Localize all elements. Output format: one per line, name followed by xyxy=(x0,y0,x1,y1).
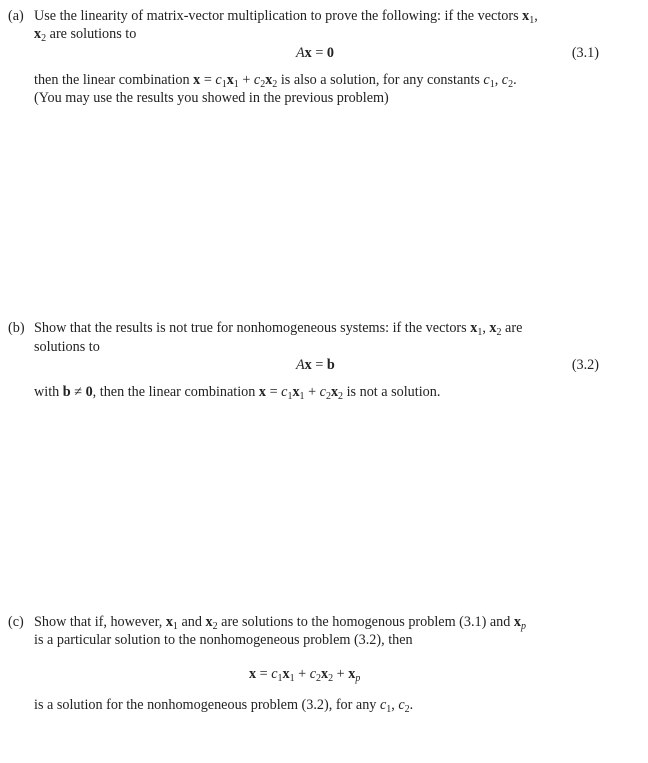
part-c-line-3-text: is a solution for the nonhomogeneous problem (3.2), for any xyxy=(34,697,380,713)
part-b-line-3-post: is not a solution. xyxy=(343,384,441,400)
part-a-line-2-text: are solutions to xyxy=(46,26,137,42)
part-a-line-3-pre: then the linear combination xyxy=(34,72,194,88)
part-a-line-4: (You may use the results you showed in the previous problem) xyxy=(34,90,389,106)
part-c-line-1-mid1: and xyxy=(177,614,206,630)
part-a-line-2: $x_2$ are solutions to xyxy=(34,26,137,44)
part-c-line-2: is a particular solution to the nonhomogeneous problem (3.2), then xyxy=(34,632,413,648)
equation-number-3-1: (3.1) xyxy=(571,45,599,61)
part-b-line-1-post: are xyxy=(501,320,523,336)
equation-3-2: Ax = b xyxy=(296,357,335,373)
equation-particular-solution: $x = c_1x_1 + c_2x_2 + x_p$ xyxy=(249,666,361,684)
part-a-line-3-post: is also a solution, for any constants xyxy=(277,72,484,88)
part-a-line-1-text: Use the linearity of matrix-vector multiplication to prove the following: if the vectors xyxy=(34,8,523,24)
equation-3-1: Ax = 0 xyxy=(296,45,334,61)
part-b-line-2: solutions to xyxy=(34,339,100,355)
part-b-label: (b) xyxy=(8,320,25,336)
part-b-line-3: with b ≠ 0, then the linear combination $x = c_1x_1 + c_2x_2$ is not a solution. xyxy=(34,384,441,402)
part-b-line-3-pre: with xyxy=(34,384,63,400)
part-b-line-3-mid: , then the linear combination xyxy=(92,384,259,400)
part-c-label: (c) xyxy=(8,614,24,630)
part-c-line-3: is a solution for the nonhomogeneous problem (3.2), for any $c_1$, $c_2$. xyxy=(34,697,414,715)
part-b-line-1-text: Show that the results is not true for nonhomogeneous systems: if the vectors xyxy=(34,320,471,336)
part-c-line-1: Show that if, however, $x_1$ and $x_2$ are solutions to the homogenous problem (3.1) and $x_p$ xyxy=(34,614,527,632)
part-c-line-1-text: Show that if, however, xyxy=(34,614,166,630)
equation-number-3-2: (3.2) xyxy=(571,357,599,373)
part-b-line-1: Show that the results is not true for nonhomogeneous systems: if the vectors $x_1$, $x_2$ are xyxy=(34,320,523,338)
part-c-line-1-mid2: are solutions to the homogenous problem (3.1) and xyxy=(217,614,514,630)
part-a-line-1: Use the linearity of matrix-vector multiplication to prove the following: if the vectors $x_1$, xyxy=(34,8,538,26)
part-a-line-3: then the linear combination $x = c_1x_1 + c_2x_2$ is also a solution, for any constants $c_1$, $c_2$. xyxy=(34,72,517,90)
part-a-label: (a) xyxy=(8,8,24,24)
